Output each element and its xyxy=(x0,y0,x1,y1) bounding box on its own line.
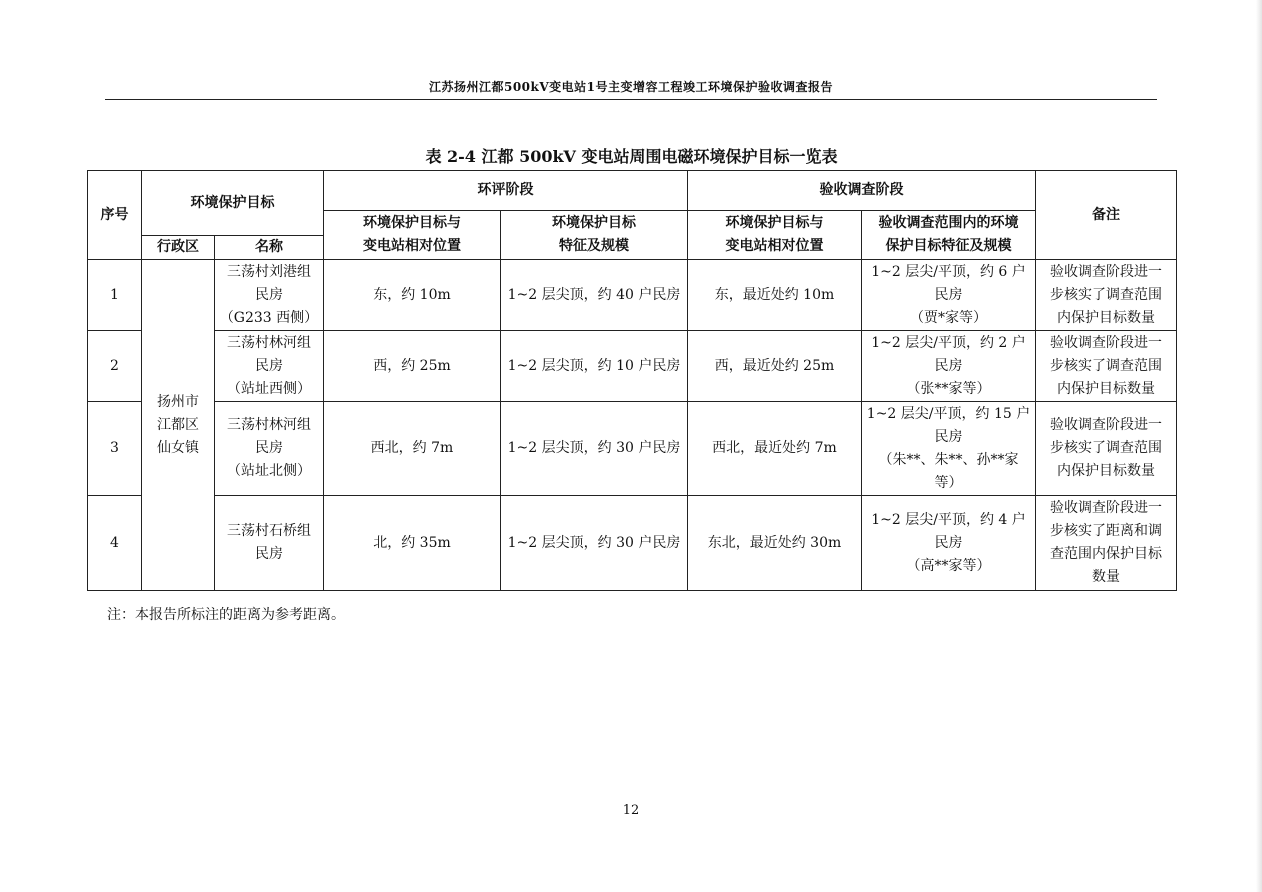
acc-feature-line: （张**家等） xyxy=(906,380,991,397)
name-line: 三荡村石桥组 xyxy=(227,523,311,539)
name-line: （站址西侧） xyxy=(227,380,311,397)
district-cell xyxy=(142,260,215,591)
remarks-line: 查范围内保护目标 xyxy=(1050,546,1162,562)
eia-feature-cell: 1~2 层尖顶，约 10 户民房 xyxy=(501,331,688,402)
name-cell xyxy=(215,331,324,402)
remarks-cell xyxy=(1036,260,1177,331)
seq-cell: 3 xyxy=(88,402,142,496)
header-eia-position-line: 变电站相对位置 xyxy=(363,238,461,254)
remarks-line: 验收调查阶段进一 xyxy=(1050,417,1162,433)
eia-feature-cell: 1~2 层尖顶，约 30 户民房 xyxy=(501,402,688,496)
acc-position-cell: 东北，最近处约 30m xyxy=(688,496,862,591)
header-rule xyxy=(105,99,1157,100)
header-eia-feature-line: 环境保护目标 xyxy=(552,215,636,231)
header-remarks: 备注 xyxy=(1036,171,1177,260)
name-line: 民房 xyxy=(255,357,283,374)
header-target-group: 环境保护目标 xyxy=(142,171,324,236)
name-line: 三荡村刘港组 xyxy=(227,263,311,280)
acc-feature-cell xyxy=(862,496,1036,591)
page-edge-shadow xyxy=(1256,0,1262,892)
remarks-line: 内保护目标数量 xyxy=(1057,463,1155,479)
remarks-line: 步核实了调查范围 xyxy=(1050,440,1162,456)
eia-position-cell: 东，约 10m xyxy=(324,260,501,331)
remarks-line: 步核实了调查范围 xyxy=(1050,286,1162,303)
header-acc-position-line: 环境保护目标与 xyxy=(725,215,824,231)
acc-feature-line: （贾*家等） xyxy=(910,309,987,326)
remarks-line: 步核实了调查范围 xyxy=(1050,357,1162,374)
running-header: 江苏扬州江都500kV变电站1号主变增容工程竣工环境保护验收调查报告 xyxy=(428,80,834,94)
acc-feature-line: 1~2 层尖/平顶，约 4 户 xyxy=(871,511,1026,528)
seq-cell: 2 xyxy=(88,331,142,402)
remarks-line: 验收调查阶段进一 xyxy=(1050,263,1162,280)
seq-cell: 1 xyxy=(88,260,142,331)
remarks-line: 内保护目标数量 xyxy=(1057,380,1155,397)
acc-position-cell: 西北，最近处约 7m xyxy=(688,402,862,496)
acc-feature-line: 等） xyxy=(934,474,963,491)
acc-feature-line: 1~2 层尖/平顶，约 2 户 xyxy=(871,334,1026,351)
remarks-line: 内保护目标数量 xyxy=(1057,309,1155,326)
name-line: 民房 xyxy=(255,546,283,562)
district-line: 江都区 xyxy=(157,416,199,433)
table-row xyxy=(88,260,1177,331)
header-acc-feature xyxy=(862,211,1036,260)
acc-feature-line: （高**家等） xyxy=(906,557,991,574)
name-line: （G233 西侧） xyxy=(219,309,319,326)
eia-feature-cell: 1~2 层尖顶，约 40 户民房 xyxy=(501,260,688,331)
name-line: 民房 xyxy=(255,440,283,456)
header-eia-feature xyxy=(501,211,688,260)
header-acc-feature-line: 保护目标特征及规模 xyxy=(885,238,1012,254)
table-row xyxy=(88,496,1177,591)
eia-position-cell: 西北，约 7m xyxy=(324,402,501,496)
header-acceptance-stage: 验收调查阶段 xyxy=(688,171,1036,211)
name-cell xyxy=(215,260,324,331)
acc-feature-line: 民房 xyxy=(934,534,963,551)
name-line: （站址北侧） xyxy=(227,463,311,479)
header-eia-stage: 环评阶段 xyxy=(324,171,688,211)
remarks-line: 步核实了距离和调 xyxy=(1050,523,1162,539)
table-row xyxy=(88,331,1177,402)
acc-feature-line: 民房 xyxy=(934,357,963,374)
header-seq: 序号 xyxy=(88,171,142,260)
remarks-cell xyxy=(1036,402,1177,496)
acc-position-cell: 东，最近处约 10m xyxy=(688,260,862,331)
district-line: 仙女镇 xyxy=(157,439,199,456)
acc-feature-line: 民房 xyxy=(934,428,963,445)
header-eia-position-line: 环境保护目标与 xyxy=(363,215,461,231)
table-title: 表 2-4 江都 500kV 变电站周围电磁环境保护目标一览表 xyxy=(425,147,838,166)
remarks-line: 验收调查阶段进一 xyxy=(1050,500,1162,516)
remarks-cell xyxy=(1036,331,1177,402)
header-eia-feature-line: 特征及规模 xyxy=(559,238,629,254)
district-line: 扬州市 xyxy=(157,393,199,410)
name-line: 三荡村林河组 xyxy=(227,417,311,433)
acc-feature-line: 1~2 层尖/平顶，约 15 户 xyxy=(866,405,1031,422)
acc-position-cell: 西，最近处约 25m xyxy=(688,331,862,402)
name-cell xyxy=(215,496,324,591)
acc-feature-line: 1~2 层尖/平顶，约 6 户 xyxy=(871,263,1026,280)
acc-feature-line: （朱**、朱**、孙**家 xyxy=(878,451,1019,468)
table-note: 注：本报告所标注的距离为参考距离。 xyxy=(107,607,345,623)
protection-target-table xyxy=(87,170,1177,591)
eia-position-cell: 北，约 35m xyxy=(324,496,501,591)
remarks-line: 验收调查阶段进一 xyxy=(1050,334,1162,351)
acc-feature-cell xyxy=(862,402,1036,496)
header-acc-position-line: 变电站相对位置 xyxy=(725,238,824,254)
table-row xyxy=(88,402,1177,496)
acc-feature-cell xyxy=(862,331,1036,402)
eia-position-cell: 西，约 25m xyxy=(324,331,501,402)
page-number: 12 xyxy=(622,803,640,818)
remarks-cell xyxy=(1036,496,1177,591)
eia-feature-cell: 1~2 层尖顶，约 30 户民房 xyxy=(501,496,688,591)
name-line: 三荡村林河组 xyxy=(227,334,311,351)
acc-feature-cell xyxy=(862,260,1036,331)
header-acc-feature-line: 验收调查范围内的环境 xyxy=(878,215,1019,231)
name-cell xyxy=(215,402,324,496)
header-eia-position xyxy=(324,211,501,260)
name-line: 民房 xyxy=(255,286,283,303)
remarks-line: 数量 xyxy=(1092,569,1120,585)
header-district: 行政区 xyxy=(142,236,215,260)
acc-feature-line: 民房 xyxy=(934,286,963,303)
header-name: 名称 xyxy=(215,236,324,260)
header-acc-position xyxy=(688,211,862,260)
seq-cell: 4 xyxy=(88,496,142,591)
